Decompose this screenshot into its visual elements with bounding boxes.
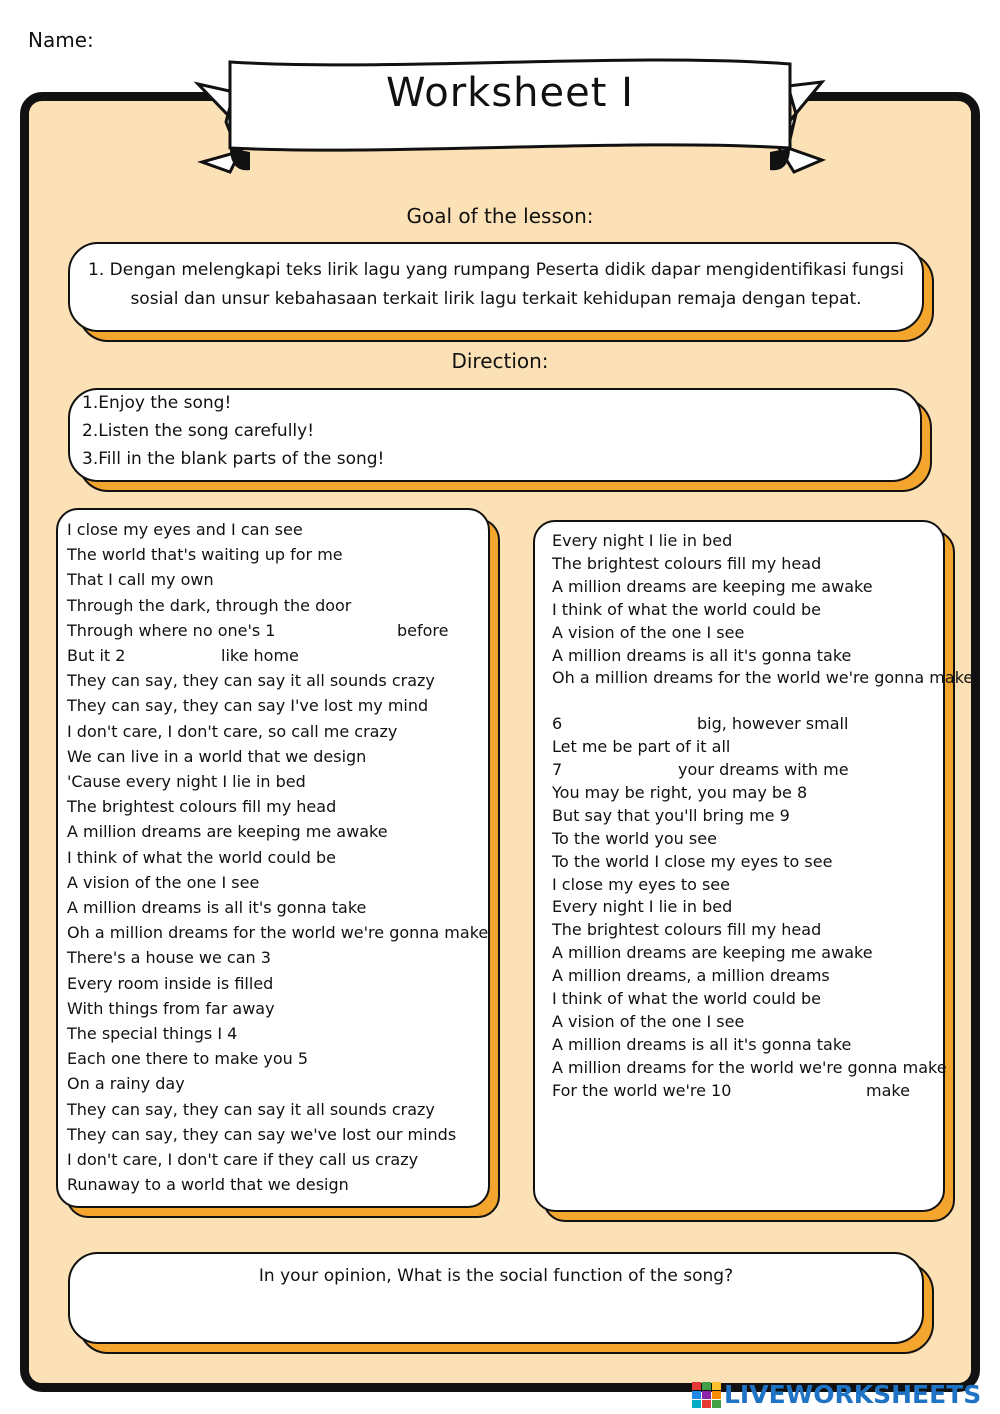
direction-item-1: 1.Enjoy the song! [82, 393, 232, 413]
blank-6-after-text: big, however small [697, 714, 849, 734]
lyric-line: Oh a million dreams for the world we're gonna make [67, 923, 489, 943]
direction-item-3: 3.Fill in the blank parts of the song! [82, 449, 385, 469]
lyric-line: Every room inside is filled [67, 973, 274, 993]
lyric-line: They can say, they can say we've lost our minds [67, 1124, 457, 1144]
goal-heading: Goal of the lesson: [406, 204, 594, 228]
blank-6-number: 6 [552, 714, 563, 734]
blank-1-after-text: before [397, 620, 449, 640]
question-text: In your opinion, What is the social function of the song? [258, 1266, 734, 1286]
lyrics-card-left [56, 508, 490, 1208]
lyric-line: There's a house we can 3 [67, 948, 271, 968]
lyric-line: I think of what the world could be [67, 847, 336, 867]
lyric-line: I think of what the world could be [552, 599, 821, 619]
lyric-line: To the world I close my eyes to see [552, 851, 833, 871]
lyric-line: Let me be part of it all [552, 737, 731, 757]
lyric-line: They can say, they can say it all sounds crazy [67, 671, 435, 691]
liveworksheets-logo-icon [692, 1382, 722, 1408]
lyrics-card-right [533, 520, 974, 1212]
lyric-line: A vision of the one I see [67, 872, 260, 892]
lyric-line: But say that you'll bring me 9 [552, 805, 790, 825]
lyric-line: A million dreams are keeping me awake [67, 822, 388, 842]
lyric-line: Oh a million dreams for the world we're gonna make [552, 668, 974, 688]
lyric-line: To the world you see [552, 828, 717, 848]
blank-10-after-text: make [866, 1080, 910, 1100]
lyric-line: The brightest colours fill my head [552, 920, 822, 940]
lyric-line: A million dreams is all it's gonna take [67, 898, 367, 917]
lyric-line: A million dreams are keeping me awake [552, 576, 873, 596]
direction-item-2: 2.Listen the song carefully! [82, 421, 315, 441]
lyric-line: Runaway to a world that we design [67, 1175, 349, 1195]
direction-card [68, 388, 922, 482]
goal-line-1: 1. Dengan melengkapi teks lirik lagu yang rumpang Peserta didik dapar mengidentifikasi fungsi [88, 260, 904, 280]
lyric-line: The world that's waiting up for me [67, 545, 343, 565]
lyric-line: A million dreams for the world we're gonna make [552, 1057, 947, 1077]
lyric-line: I think of what the world could be [552, 989, 821, 1008]
lyric-line: A vision of the one I see [552, 622, 745, 642]
lyric-line: I don't care, I don't care, so call me crazy [67, 721, 398, 741]
lyric-line: Every night I lie in bed [552, 897, 733, 917]
blank-2-after-text: like home [221, 646, 299, 665]
lyric-line: On a rainy day [67, 1074, 185, 1094]
blank-10-line: For the world we're 10 [552, 1080, 732, 1100]
lyric-line: Each one there to make you 5 [67, 1049, 309, 1069]
lyric-line: I don't care, I don't care if they call us crazy [67, 1150, 419, 1169]
goal-card [68, 242, 924, 332]
lyric-line: Through the dark, through the door [67, 595, 352, 615]
direction-heading: Direction: [451, 349, 549, 373]
lyric-line: A million dreams is all it's gonna take [552, 645, 852, 665]
lyric-line: They can say, they can say it all sounds crazy [67, 1099, 435, 1119]
lyric-line: I close my eyes and I can see [67, 520, 303, 539]
lyric-line: They can say, they can say I've lost my mind [67, 696, 429, 716]
lyric-line: I close my eyes to see [552, 874, 730, 894]
lyric-line: But it 2 [67, 646, 126, 665]
liveworksheets-wordmark: LIVEWORKSHEETS [724, 1380, 982, 1409]
lyric-line: 'Cause every night I lie in bed [67, 772, 306, 791]
worksheet-title: Worksheet I [386, 70, 634, 116]
lyric-line: We can live in a world that we design [67, 746, 367, 766]
lyric-line: Through where no one's 1 [67, 620, 276, 640]
lyric-line: That I call my own [67, 570, 214, 590]
lyric-line: The brightest colours fill my head [67, 797, 337, 817]
blank-7-number: 7 [552, 760, 563, 779]
lyric-line: The brightest colours fill my head [552, 553, 822, 573]
blank-7-after-text: your dreams with me [678, 760, 849, 779]
lyric-line: A vision of the one I see [552, 1011, 745, 1031]
lyric-line: With things from far away [67, 998, 275, 1018]
lyric-line: A million dreams is all it's gonna take [552, 1034, 852, 1054]
lyric-line: A million dreams are keeping me awake [552, 943, 873, 963]
lyric-line: You may be right, you may be 8 [552, 782, 808, 802]
question-card [68, 1252, 924, 1344]
lyric-line: A million dreams, a million dreams [552, 966, 830, 986]
lyric-line: The special things I 4 [67, 1024, 238, 1043]
name-label: Name: [28, 28, 94, 52]
goal-line-2: sosial dan unsur kebahasaan terkait lirik lagu terkait kehidupan remaja dengan tepat. [130, 289, 862, 309]
lyric-line: Every night I lie in bed [552, 531, 733, 550]
